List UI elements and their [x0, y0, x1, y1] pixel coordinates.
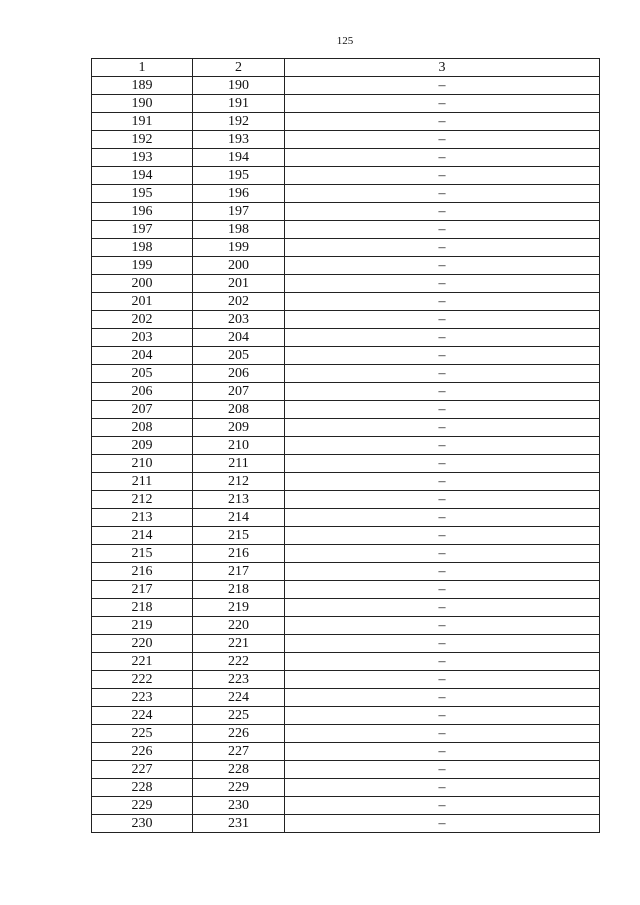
table-cell-col-2: 204 [193, 329, 285, 347]
table-cell-col-1: 211 [92, 473, 193, 491]
table-row [92, 149, 600, 167]
table-row [92, 329, 600, 347]
table-cell-col-3: – [285, 707, 600, 725]
table-row [92, 545, 600, 563]
table-cell-col-2: 203 [193, 311, 285, 329]
table-row [92, 311, 600, 329]
table-row [92, 491, 600, 509]
table-cell-col-1: 189 [92, 77, 193, 95]
header-row [92, 59, 600, 77]
table-header [92, 59, 600, 77]
table-cell-col-1: 197 [92, 221, 193, 239]
table-row [92, 707, 600, 725]
table-cell-col-2: 218 [193, 581, 285, 599]
table-cell-col-1: 195 [92, 185, 193, 203]
table-cell-col-1: 193 [92, 149, 193, 167]
table-cell-col-2: 205 [193, 347, 285, 365]
table-body [92, 77, 600, 833]
table-cell-col-1: 192 [92, 131, 193, 149]
table-cell-col-1: 207 [92, 401, 193, 419]
table-cell-col-1: 206 [92, 383, 193, 401]
table-cell-col-2: 215 [193, 527, 285, 545]
data-table [91, 58, 600, 833]
table-cell-col-2: 227 [193, 743, 285, 761]
table-cell-col-3: – [285, 203, 600, 221]
table-cell-col-1: 213 [92, 509, 193, 527]
table-cell-col-1: 210 [92, 455, 193, 473]
table-cell-col-3: – [285, 257, 600, 275]
table-cell-col-1: 220 [92, 635, 193, 653]
table-cell-col-3: – [285, 131, 600, 149]
table-cell-col-2: 208 [193, 401, 285, 419]
table-cell-col-3: – [285, 455, 600, 473]
table-cell-col-3: – [285, 581, 600, 599]
table-cell-col-2: 223 [193, 671, 285, 689]
table-row [92, 797, 600, 815]
table-cell-col-3: – [285, 77, 600, 95]
table-cell-col-3: – [285, 347, 600, 365]
table-cell-col-3: – [285, 491, 600, 509]
table-cell-col-2: 219 [193, 599, 285, 617]
table-cell-col-2: 214 [193, 509, 285, 527]
table-row [92, 167, 600, 185]
table-row [92, 77, 600, 95]
table-row [92, 275, 600, 293]
table-cell-col-3: – [285, 797, 600, 815]
table-row [92, 473, 600, 491]
table-cell-col-3: – [285, 293, 600, 311]
table-cell-col-2: 212 [193, 473, 285, 491]
table-cell-col-1: 201 [92, 293, 193, 311]
table-row [92, 131, 600, 149]
table-cell-col-1: 209 [92, 437, 193, 455]
table-cell-col-1: 216 [92, 563, 193, 581]
table-row [92, 509, 600, 527]
table-cell-col-2: 225 [193, 707, 285, 725]
table-cell-col-3: – [285, 437, 600, 455]
table-cell-col-3: – [285, 653, 600, 671]
table-cell-col-1: 229 [92, 797, 193, 815]
table-cell-col-2: 230 [193, 797, 285, 815]
table-cell-col-2: 222 [193, 653, 285, 671]
table-cell-col-2: 220 [193, 617, 285, 635]
table-row [92, 365, 600, 383]
table-cell-col-2: 228 [193, 761, 285, 779]
table-cell-col-2: 229 [193, 779, 285, 797]
table-cell-col-1: 230 [92, 815, 193, 833]
table-cell-col-3: – [285, 221, 600, 239]
table-cell-col-2: 207 [193, 383, 285, 401]
table-cell-col-2: 199 [193, 239, 285, 257]
table-cell-col-1: 215 [92, 545, 193, 563]
table-row [92, 293, 600, 311]
table-cell-col-3: – [285, 635, 600, 653]
table-cell-col-3: – [285, 815, 600, 833]
table-row [92, 581, 600, 599]
table-cell-col-3: – [285, 167, 600, 185]
table-cell-col-3: – [285, 689, 600, 707]
table-cell-col-1: 208 [92, 419, 193, 437]
table-cell-col-1: 190 [92, 95, 193, 113]
table-row [92, 743, 600, 761]
table-cell-col-2: 191 [193, 95, 285, 113]
table-cell-col-3: – [285, 545, 600, 563]
table-row [92, 815, 600, 833]
table-cell-col-3: – [285, 509, 600, 527]
table-cell-col-3: – [285, 275, 600, 293]
table-cell-col-3: – [285, 239, 600, 257]
table-row [92, 653, 600, 671]
table-cell-col-2: 209 [193, 419, 285, 437]
table-cell-col-2: 200 [193, 257, 285, 275]
table-cell-col-2: 231 [193, 815, 285, 833]
table-row [92, 239, 600, 257]
table-cell-col-2: 226 [193, 725, 285, 743]
table-row [92, 635, 600, 653]
table-cell-col-3: – [285, 365, 600, 383]
table-cell-col-2: 210 [193, 437, 285, 455]
table-cell-col-2: 197 [193, 203, 285, 221]
table-cell-col-1: 219 [92, 617, 193, 635]
table-cell-col-2: 217 [193, 563, 285, 581]
table-cell-col-3: – [285, 401, 600, 419]
table-cell-col-1: 222 [92, 671, 193, 689]
table-cell-col-1: 202 [92, 311, 193, 329]
table-cell-col-3: – [285, 185, 600, 203]
table-cell-col-1: 205 [92, 365, 193, 383]
table-cell-col-3: – [285, 149, 600, 167]
table-cell-col-3: – [285, 743, 600, 761]
table-cell-col-2: 192 [193, 113, 285, 131]
table-cell-col-3: – [285, 473, 600, 491]
table-cell-col-1: 212 [92, 491, 193, 509]
table-cell-col-2: 201 [193, 275, 285, 293]
table-cell-col-3: – [285, 761, 600, 779]
table-cell-col-1: 225 [92, 725, 193, 743]
table-cell-col-2: 216 [193, 545, 285, 563]
table-row [92, 257, 600, 275]
table-row [92, 599, 600, 617]
table-row [92, 113, 600, 131]
table-cell-col-1: 200 [92, 275, 193, 293]
table-cell-col-3: – [285, 95, 600, 113]
table-cell-col-1: 191 [92, 113, 193, 131]
table-cell-col-3: – [285, 311, 600, 329]
table-cell-col-1: 218 [92, 599, 193, 617]
table-cell-col-2: 213 [193, 491, 285, 509]
table-cell-col-2: 198 [193, 221, 285, 239]
table-row [92, 671, 600, 689]
table-cell-col-2: 195 [193, 167, 285, 185]
table-cell-col-2: 190 [193, 77, 285, 95]
table-cell-col-1: 196 [92, 203, 193, 221]
table-cell-col-1: 224 [92, 707, 193, 725]
table-row [92, 221, 600, 239]
table-cell-col-1: 223 [92, 689, 193, 707]
table-row [92, 527, 600, 545]
table-cell-col-2: 193 [193, 131, 285, 149]
table-cell-col-1: 204 [92, 347, 193, 365]
table-cell-col-3: – [285, 527, 600, 545]
table-cell-col-2: 211 [193, 455, 285, 473]
table-row [92, 95, 600, 113]
table-cell-col-3: – [285, 779, 600, 797]
table-cell-col-3: – [285, 617, 600, 635]
table-row [92, 617, 600, 635]
table-cell-col-3: – [285, 383, 600, 401]
column-header-1: 1 [92, 59, 193, 77]
table-cell-col-1: 214 [92, 527, 193, 545]
table-row [92, 725, 600, 743]
table-cell-col-3: – [285, 671, 600, 689]
table-cell-col-3: – [285, 599, 600, 617]
table-cell-col-2: 206 [193, 365, 285, 383]
table-cell-col-1: 221 [92, 653, 193, 671]
table-cell-col-2: 196 [193, 185, 285, 203]
column-header-2: 2 [193, 59, 285, 77]
table-row [92, 689, 600, 707]
table-row [92, 455, 600, 473]
table-row [92, 419, 600, 437]
table-cell-col-1: 199 [92, 257, 193, 275]
table-row [92, 203, 600, 221]
table-cell-col-2: 194 [193, 149, 285, 167]
table-cell-col-1: 226 [92, 743, 193, 761]
table-cell-col-1: 203 [92, 329, 193, 347]
table-cell-col-1: 217 [92, 581, 193, 599]
table-row [92, 437, 600, 455]
table-row [92, 383, 600, 401]
table-cell-col-2: 221 [193, 635, 285, 653]
column-header-3: 3 [285, 59, 600, 77]
table-cell-col-1: 227 [92, 761, 193, 779]
table-cell-col-2: 202 [193, 293, 285, 311]
table-row [92, 761, 600, 779]
table-cell-col-1: 198 [92, 239, 193, 257]
table-row [92, 347, 600, 365]
table-cell-col-3: – [285, 113, 600, 131]
table-cell-col-1: 228 [92, 779, 193, 797]
table-row [92, 401, 600, 419]
page-number: 125 [336, 35, 354, 47]
table-cell-col-3: – [285, 725, 600, 743]
table-cell-col-3: – [285, 329, 600, 347]
table-cell-col-3: – [285, 563, 600, 581]
table-row [92, 563, 600, 581]
table-cell-col-2: 224 [193, 689, 285, 707]
table-row [92, 185, 600, 203]
table-cell-col-3: – [285, 419, 600, 437]
table-row [92, 779, 600, 797]
table-cell-col-1: 194 [92, 167, 193, 185]
